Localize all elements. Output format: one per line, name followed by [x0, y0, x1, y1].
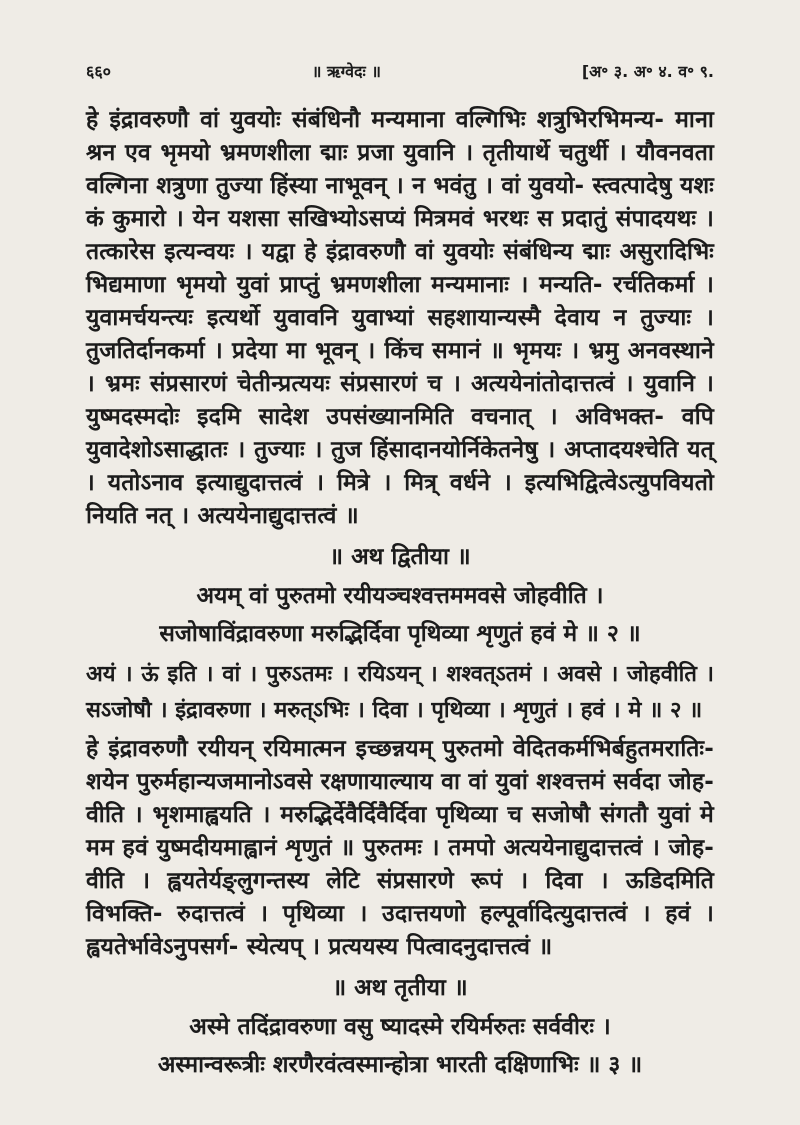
section-reference: [अ॰ ३. अ॰ ४. व॰ ९. [581, 62, 714, 81]
page-header [86, 60, 714, 82]
commentary-paragraph-2: हे इंद्रावरुणौ रयीयन् रयिमात्मन इच्छन्नयम् पुरुतमो वेदितकर्मभिर्बहुतमरातिः- शयेन पुरुर्महान्यजमानोऽवसे रक्षणायाल्याय वा वां युवां शश्वत्तमं सर्वदा जोह- वीति । भृशमाह्वयति । मरुद्भिर्देवैर्दिवैर्दिवा पृथिव्या च सजोषौ संगतौ युवां मे मम हवं युष्मदीयमाह्वानं शृणुतं ॥ पुरुतमः । तमपो अत्ययेनाद्युदात्तत्वं । जोह- वीति । ह्वयतेर्यङ्लुगन्तस्य लेटि संप्रसारणे रूपं । दिवा । ऊडिदमिति विभक्ति- रुदात्तत्वं । पृथिव्या । उदात्तयणो हल्पूर्वादित्युदात्तत्वं । हवं । ह्वयतेर्भावेऽनुपसर्ग- स्येत्यप् । प्रत्ययस्य पित्वादनुदात्तत्वं ॥ [86, 736, 714, 960]
verse-3-line-2: अस्मान्वरूत्रीः शरणैरवंत्वस्मान्होत्रा भारती दक्षिणाभिः ॥ ३ ॥ [157, 1052, 643, 1078]
page-number: ६६० [86, 62, 111, 81]
section-heading-2: ॥ अथ द्वितीया ॥ [329, 544, 471, 570]
verse-2-line-2: सजोषाविंद्रावरुणा मरुद्भिर्दिवा पृथिव्या शृणुतं हवं मे ॥ २ ॥ [159, 621, 641, 647]
padapatha-2: अयं । ऊं इति । वां । पुरुऽतमः । रयिऽयन् । शश्वत्ऽतमं । अवसे । जोहवीति । सऽजोषौ । इंद्रावरुणा । मरुत्ऽभिः । दिवा । पृथिव्या । शृणुतं । हवं । मे ॥ २ ॥ [86, 662, 714, 723]
commentary-paragraph-1: हे इंद्रावरुणौ वां युवयोः संबंधिनौ मन्यमाना वल्गिभिः शत्रुभिरभिमन्य- माना श्रन एव भृमयो भ्रमणशीला द्माः प्रजा युवानि । तृतीयार्थे चतुर्थी । यौवनवता वल्गिना शत्रुणा तुज्या हिंस्या नाभूवन् । न भवंतु । वां युवयो- स्त्वत्पादेषु यशः कं कुमारो । येन यशसा सखिभ्योऽसप्यं मित्रमवं भरथः स प्रदातुं संपादयथः । तत्कारेस इत्यन्वयः । यद्वा हे इंद्रावरुणौ वां युवयोः संबंधिन्य द्माः असुरादिभिः भिद्यमाणा भृमयो युवां प्राप्तुं भ्रमणशीला मन्यमानाः । मन्यति- रर्चतिकर्मा । युवामर्चयन्त्यः इत्यर्थो युवावनि युवाभ्यां सहशायान्यस्मै देवाय न तुज्याः । तुजतिर्दानकर्मा । प्रदेया मा भूवन् । किंच समानं ॥ भृमयः । भ्रमु अनवस्थाने । भ्रमः संप्रसारणं चेतीन्प्रत्ययः संप्रसारणं च । अत्ययेनांतोदात्तत्वं । युवानि । युष्मदस्मदोः इदमि सादेश उपसंख्यानमिति वचनात् । अविभक्त- वपि युवादेशोऽसाद्धातः । तुज्याः । तुज हिंसादानयोर्निकेतनेषु । अप्तादयश्चेति यत् । यतोऽनाव इत्याद्युदात्तत्वं । मित्रे । मित्र् वर्धने । इत्यभिद्वित्वेऽत्युपवियतो नियति नत् । अत्ययेनाद्युदात्तत्वं ॥ [86, 107, 714, 529]
verse-2-line-1: अयम् वां पुरुतमो रयीयञ्चश्वत्तममवसे जोहवीति । [196, 583, 604, 609]
verse-3-line-1: अस्मे तदिंद्रावरुणा वसु ष्यादस्मे रयिर्मरुतः सर्ववीरः । [189, 1014, 611, 1040]
running-title: ॥ ऋग्वेदः ॥ [311, 62, 381, 81]
section-heading-3: ॥ अथ तृतीया ॥ [332, 975, 468, 1001]
